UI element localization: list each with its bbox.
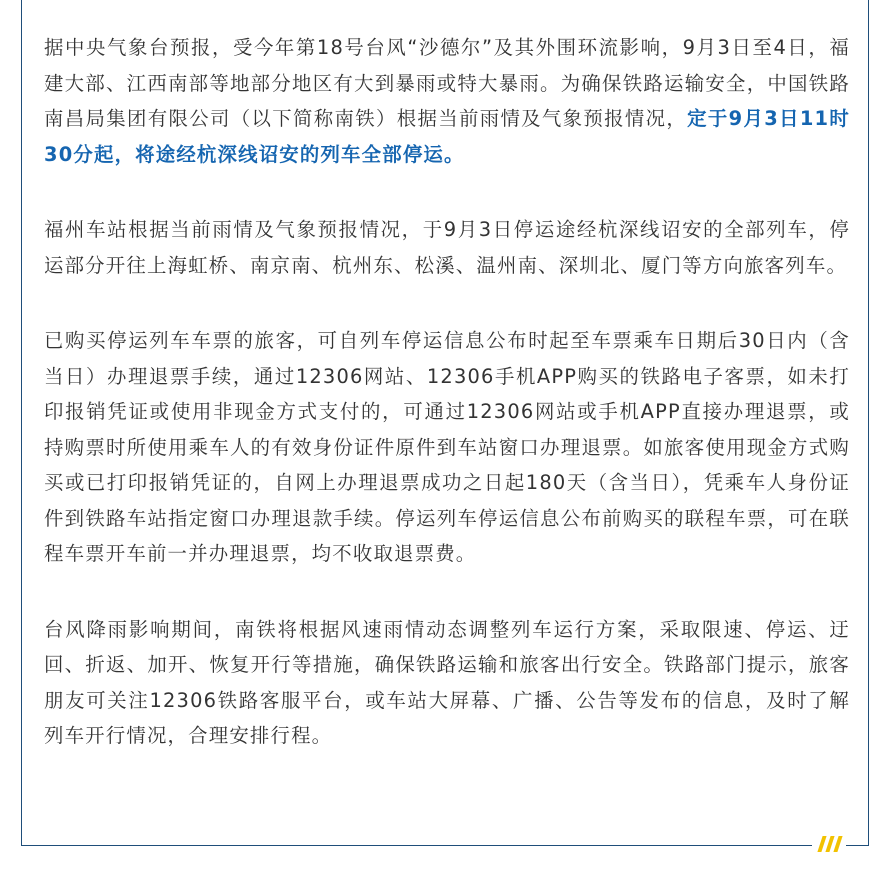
paragraph-fuzhou-station: 福州车站根据当前雨情及气象预报情况，于9月3日停运途经杭深线诏安的全部列车，停运部分开往上海虹桥、南京南、杭州东、松溪、温州南、深圳北、厦门等方向旅客列车。 [44, 218, 850, 277]
paragraph-typhoon-measures: 台风降雨影响期间，南铁将根据风速雨情动态调整列车运行方案，采取限速、停运、迂回、折返、加开、恢复开行等措施，确保铁路运输和旅客出行安全。铁路部门提示，旅客朋友可关注12306铁路客服平台，或车站大屏幕、广播、公告等发布的信息，及时了解列车开行情况，合理安排行程。 [44, 617, 850, 747]
suspension-notice-highlight: 定于9月3日11时30分起，将途经杭深线诏安的列车全部停运。 [44, 107, 850, 166]
paragraph-forecast-text: 据中央气象台预报，受今年第18号台风“沙德尔”及其外围环流影响，9月3日至4日，福建大部、江西南部等地部分地区有大到暴雨或特大暴雨。为确保铁路运输安全，中国铁路南昌局集团有限公司（以下简称南铁）根据当前雨情及气象预报情况， [44, 36, 850, 130]
paragraph-forecast [44, 30, 850, 172]
article-body [44, 30, 850, 794]
paragraph-refund-policy: 已购买停运列车车票的旅客，可自列车停运信息公布时起至车票乘车日期后30日内（含当日）办理退票手续，通过12306网站、12306手机APP购买的铁路电子客票，如未打印报销凭证或使用非现金方式支付的，可通过12306网站或手机APP直接办理退票，或持购票时所使用乘车人的有效身份证件原件到车站窗口办理退票。如旅客使用现金方式购买或已打印报销凭证的，自网上办理退票成功之日起180天（含当日），凭乘车人身份证件到铁路车站指定窗口办理退款手续。停运列车停运信息公布前购买的联程车票，可在联程车票开车前一并办理退票，均不收取退票费。 [44, 329, 850, 565]
slash-marks-icon [812, 834, 846, 856]
slash-mark [833, 836, 842, 852]
